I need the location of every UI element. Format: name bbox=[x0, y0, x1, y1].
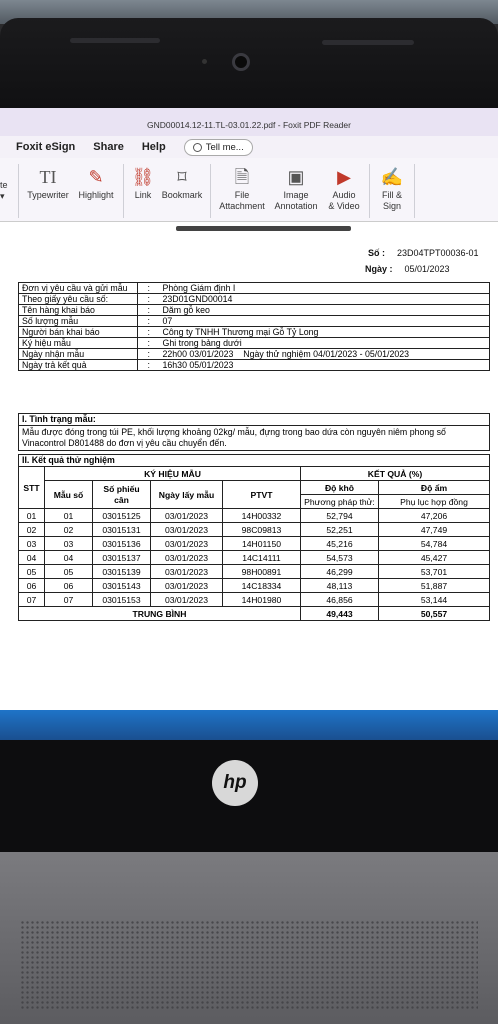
cell-sample-no: 06 bbox=[45, 579, 93, 593]
cell-vehicle: 14H01980 bbox=[223, 593, 301, 607]
info-key: Ngày trả kết quả bbox=[19, 360, 138, 371]
info-value: Phòng Giám định I bbox=[160, 283, 490, 294]
windows-taskbar bbox=[0, 710, 498, 740]
webcam-led bbox=[202, 59, 207, 64]
typewriter-button[interactable] bbox=[23, 164, 73, 201]
test-method-label: Phương pháp thử: bbox=[301, 495, 379, 509]
cell-weigh-ticket: 03015125 bbox=[93, 509, 151, 523]
menu-help[interactable]: Help bbox=[141, 141, 166, 153]
info-colon: : bbox=[138, 316, 160, 327]
average-dryness: 49,443 bbox=[301, 607, 379, 621]
cell-stt: 06 bbox=[19, 579, 45, 593]
ribbon-toolbar bbox=[0, 158, 498, 222]
file-attachment-icon: 🗎 bbox=[234, 166, 250, 187]
menu-foxit-esign[interactable]: Foxit eSign bbox=[16, 141, 76, 153]
image-annotation-label-2: Annotation bbox=[274, 201, 318, 211]
file-attachment-button[interactable] bbox=[215, 164, 269, 212]
cell-vehicle: 98C09813 bbox=[223, 523, 301, 537]
webcam bbox=[232, 53, 250, 71]
cell-moisture: 47,749 bbox=[379, 523, 490, 537]
pdf-document-page bbox=[0, 222, 498, 740]
cell-moisture: 54,784 bbox=[379, 537, 490, 551]
ribbon-separator bbox=[210, 164, 211, 218]
col-stt: STT bbox=[19, 467, 45, 509]
test-method-value: Phụ lục hợp đồng bbox=[379, 495, 490, 509]
cell-weigh-ticket: 03015153 bbox=[93, 593, 151, 607]
cell-vehicle: 14C18334 bbox=[223, 579, 301, 593]
info-key: Tên hàng khai báo bbox=[19, 305, 138, 316]
col-moisture: Độ ẩm bbox=[379, 481, 490, 495]
cell-weigh-ticket: 03015136 bbox=[93, 537, 151, 551]
ribbon-separator bbox=[123, 164, 124, 218]
image-annotation-button[interactable] bbox=[269, 164, 323, 212]
cell-weigh-ticket: 03015131 bbox=[93, 523, 151, 537]
col-dryness: Độ khô bbox=[301, 481, 379, 495]
info-row bbox=[19, 349, 490, 360]
cut-off-heading bbox=[176, 226, 351, 231]
cell-dryness: 54,573 bbox=[301, 551, 379, 565]
ribbon-partial-button[interactable] bbox=[0, 164, 14, 202]
info-colon: : bbox=[138, 349, 160, 360]
partial-label: te bbox=[0, 180, 8, 190]
cell-weigh-ticket: 03015137 bbox=[93, 551, 151, 565]
info-key: Người bán khai báo bbox=[19, 327, 138, 338]
average-moisture: 50,557 bbox=[379, 607, 490, 621]
ribbon-separator bbox=[369, 164, 370, 218]
cell-dryness: 45,216 bbox=[301, 537, 379, 551]
bookmark-icon: ⌑ bbox=[177, 166, 187, 187]
audio-video-button[interactable] bbox=[323, 164, 365, 212]
partial-arrow: ▾ bbox=[0, 191, 5, 201]
col-sampling-date: Ngày lấy mẫu bbox=[151, 481, 223, 509]
cell-vehicle: 14H01150 bbox=[223, 537, 301, 551]
highlight-label: Highlight bbox=[78, 190, 114, 200]
cell-moisture: 51,887 bbox=[379, 579, 490, 593]
menu-bar bbox=[0, 136, 498, 158]
average-label: TRUNG BÌNH bbox=[19, 607, 301, 621]
cell-dryness: 52,794 bbox=[301, 509, 379, 523]
test-result-title: II. Kết quả thử nghiệm bbox=[18, 454, 490, 466]
fill-sign-icon: ✍ bbox=[380, 166, 404, 187]
image-annotation-icon: ▣ bbox=[287, 166, 305, 187]
col-vehicle: PTVT bbox=[223, 481, 301, 509]
info-value: 23D01GND00014 bbox=[160, 294, 490, 305]
cell-weigh-ticket: 03015139 bbox=[93, 565, 151, 579]
info-colon: : bbox=[138, 305, 160, 316]
info-row bbox=[19, 316, 490, 327]
report-number bbox=[368, 248, 479, 258]
average-row bbox=[19, 607, 490, 621]
cell-sampling-date: 03/01/2023 bbox=[151, 523, 223, 537]
info-value: Dăm gỗ keo bbox=[160, 305, 490, 316]
table-row bbox=[19, 565, 490, 579]
ribbon-separator bbox=[18, 164, 19, 218]
image-annotation-label-1: Image bbox=[283, 190, 309, 200]
info-key: Theo giấy yêu cầu số: bbox=[19, 294, 138, 305]
audio-video-label-1: Audio bbox=[332, 190, 356, 200]
tell-me-icon bbox=[193, 143, 202, 152]
table-row bbox=[19, 593, 490, 607]
table-row bbox=[19, 523, 490, 537]
sample-state-text: Mẫu được đóng trong túi PE, khối lượng khoảng 02kg/ mẫu, đựng trong bao dứa còn nguyên niêm phong số Vinacontrol D801488 do đơn vị yêu cầu chuyển đến. bbox=[22, 427, 446, 448]
info-row bbox=[19, 283, 490, 294]
info-value: 22h00 03/01/2023 Ngày thử nghiệm 04/01/2023 - 05/01/2023 bbox=[160, 349, 490, 360]
info-value: 07 bbox=[160, 316, 490, 327]
cell-sample-no: 07 bbox=[45, 593, 93, 607]
table-row bbox=[19, 551, 490, 565]
cell-sampling-date: 03/01/2023 bbox=[151, 551, 223, 565]
fill-sign-label-1: Fill & bbox=[382, 190, 402, 200]
audio-video-label-2: & Video bbox=[328, 201, 360, 211]
cell-moisture: 53,144 bbox=[379, 593, 490, 607]
table-row bbox=[19, 509, 490, 523]
info-colon: : bbox=[138, 294, 160, 305]
table-row bbox=[19, 579, 490, 593]
typewriter-icon: TI bbox=[39, 166, 57, 187]
cell-moisture: 45,427 bbox=[379, 551, 490, 565]
cell-sample-no: 02 bbox=[45, 523, 93, 537]
highlight-icon: ✎ bbox=[88, 166, 104, 187]
report-date-value: 05/01/2023 bbox=[404, 264, 450, 274]
test-result-table bbox=[18, 466, 490, 621]
info-value: 16h30 05/01/2023 bbox=[160, 360, 490, 371]
sample-state-section bbox=[18, 413, 490, 451]
cell-stt: 03 bbox=[19, 537, 45, 551]
bezel-slot-left bbox=[70, 38, 160, 43]
report-date-label: Ngày : bbox=[365, 264, 393, 274]
cell-sampling-date: 03/01/2023 bbox=[151, 593, 223, 607]
info-key: Số lượng mẫu bbox=[19, 316, 138, 327]
info-colon: : bbox=[138, 360, 160, 371]
link-button[interactable] bbox=[128, 164, 158, 201]
info-colon: : bbox=[138, 338, 160, 349]
cell-dryness: 46,856 bbox=[301, 593, 379, 607]
sample-state-title: I. Tình trạng mẫu: bbox=[19, 414, 489, 426]
cell-sampling-date: 03/01/2023 bbox=[151, 537, 223, 551]
info-value: Ghi trong bảng dưới bbox=[160, 338, 490, 349]
highlight-button[interactable] bbox=[73, 164, 119, 201]
sample-info-table bbox=[18, 282, 490, 371]
cell-dryness: 46,299 bbox=[301, 565, 379, 579]
bezel-slot-right bbox=[322, 40, 414, 45]
cell-sample-no: 01 bbox=[45, 509, 93, 523]
cell-vehicle: 14H00332 bbox=[223, 509, 301, 523]
cell-stt: 04 bbox=[19, 551, 45, 565]
info-key: Ký hiệu mẫu bbox=[19, 338, 138, 349]
info-row bbox=[19, 360, 490, 371]
info-key: Ngày nhận mẫu bbox=[19, 349, 138, 360]
tell-me-label: Tell me... bbox=[205, 141, 244, 153]
cell-sampling-date: 03/01/2023 bbox=[151, 579, 223, 593]
cell-dryness: 48,113 bbox=[301, 579, 379, 593]
cell-vehicle: 98H00891 bbox=[223, 565, 301, 579]
cell-stt: 02 bbox=[19, 523, 45, 537]
col-weigh-ticket: Số phiếu cân bbox=[93, 481, 151, 509]
fill-sign-button[interactable] bbox=[374, 164, 410, 212]
speaker-grille bbox=[20, 920, 478, 1010]
window-title: GND00014.12-11.TL-03.01.22.pdf - Foxit PDF Reader bbox=[0, 108, 498, 136]
cell-sample-no: 03 bbox=[45, 537, 93, 551]
bookmark-label: Bookmark bbox=[161, 190, 203, 200]
fill-sign-label-2: Sign bbox=[382, 201, 401, 211]
cell-sample-no: 04 bbox=[45, 551, 93, 565]
cell-stt: 01 bbox=[19, 509, 45, 523]
info-row bbox=[19, 327, 490, 338]
info-colon: : bbox=[138, 283, 160, 294]
bookmark-button[interactable] bbox=[158, 164, 206, 201]
info-row bbox=[19, 338, 490, 349]
cell-sampling-date: 03/01/2023 bbox=[151, 509, 223, 523]
info-colon: : bbox=[138, 327, 160, 338]
hp-logo: hp bbox=[212, 760, 258, 806]
tell-me-search[interactable] bbox=[184, 139, 253, 156]
file-attachment-label-2: Attachment bbox=[219, 201, 265, 211]
cell-stt: 05 bbox=[19, 565, 45, 579]
col-group-result: KẾT QUẢ (%) bbox=[301, 467, 490, 481]
info-key: Đơn vị yêu cầu và gửi mẫu bbox=[19, 283, 138, 294]
info-row bbox=[19, 305, 490, 316]
col-group-sample-id: KÝ HIỆU MẪU bbox=[45, 467, 301, 481]
cell-moisture: 53,701 bbox=[379, 565, 490, 579]
laptop-screen bbox=[0, 108, 498, 740]
typewriter-label: Typewriter bbox=[27, 190, 69, 200]
menu-share[interactable]: Share bbox=[93, 141, 124, 153]
info-row bbox=[19, 294, 490, 305]
report-number-label: Số : bbox=[368, 248, 385, 258]
report-number-value: 23D04TPT00036-01 bbox=[397, 248, 479, 258]
cell-sampling-date: 03/01/2023 bbox=[151, 565, 223, 579]
cell-vehicle: 14C14111 bbox=[223, 551, 301, 565]
ribbon-separator bbox=[414, 164, 415, 218]
report-date bbox=[365, 264, 450, 274]
cell-moisture: 47,206 bbox=[379, 509, 490, 523]
file-attachment-label-1: File bbox=[234, 190, 250, 200]
audio-video-icon: ▶ bbox=[337, 166, 351, 187]
cell-dryness: 52,251 bbox=[301, 523, 379, 537]
cell-stt: 07 bbox=[19, 593, 45, 607]
link-icon: ⛓ bbox=[131, 166, 155, 187]
cell-sample-no: 05 bbox=[45, 565, 93, 579]
col-sample-no: Mẫu số bbox=[45, 481, 93, 509]
cell-weigh-ticket: 03015143 bbox=[93, 579, 151, 593]
info-value: Công ty TNHH Thương mại Gỗ Tỷ Long bbox=[160, 327, 490, 338]
table-row bbox=[19, 537, 490, 551]
link-label: Link bbox=[134, 190, 152, 200]
